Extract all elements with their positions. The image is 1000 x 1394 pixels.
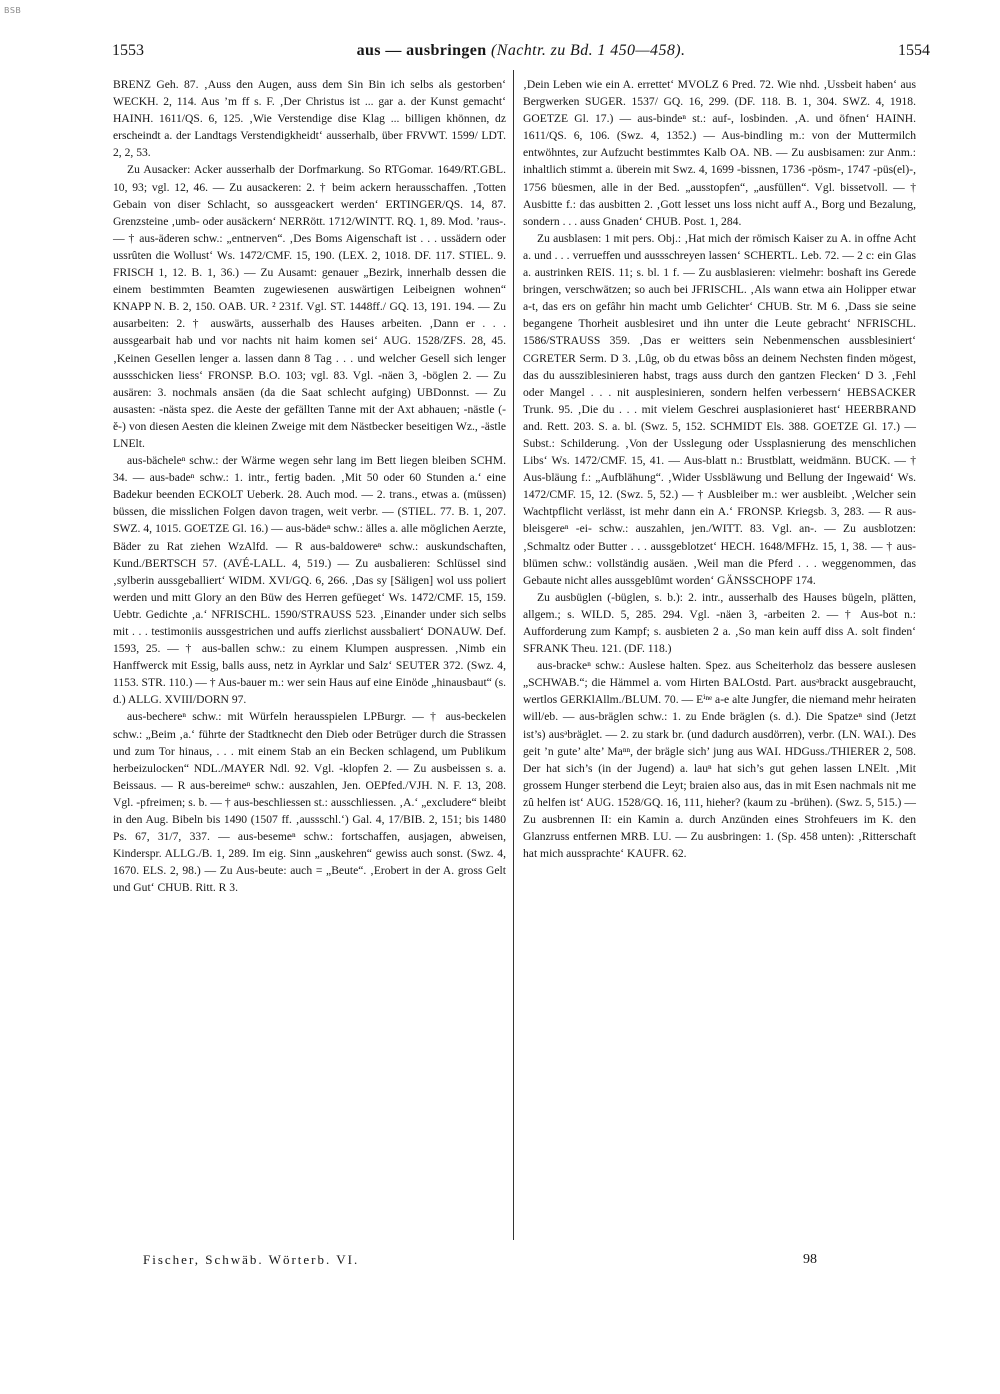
column-divider — [513, 70, 514, 1240]
footer-title: Fischer, Schwäb. Wörterb. VI. — [143, 1252, 360, 1267]
left-paragraph: BRENZ Geh. 87. ‚Auss den Augen, auss dem Sin Bin ich selbs als gestorben‘ WECKH. 2, 114. Aus ’m ff s. F. ‚Der Christus ist ... gar a. der Kunst gemacht‘ HAINH. 1611/QS. 6, 125. ‚Wie Verstendige dise Klag ... billigen khönnen, dz erscheindt a. der Landtags Verstendigkheidt‘ ausserhalb, über FRVWT. 1599/ LDT. 2, 2, 53. — [113, 78, 506, 160]
library-stamp: BSB — [4, 6, 22, 15]
right-paragraph: ‚Dein Leben wie ein A. errettet‘ MVOLZ 6 Pred. 72. Wie nhd. ‚Ussbeit haben‘ aus Bergwerken SUGER. 1537/ GQ. 16, 299. (DF. 118. B. 1, 304. SWZ. 4, 1918. GOETZE Gl. 17.) — aus-bindeⁿ st.: auf-, losbinden. ‚A. und öfnen‘ HAINH. 1611/QS. 6, 106. (Swz. 4, 1352.) — Aus-bindling m.: von der Muttermilch entwöhntes, zur Aufzucht bestimmtes Kalb OA. NB. — Zu ausbisamen: zur Anm.: inhaltlich stimmt a. überein mit Swz. 4, 1699 -bissnen, 1736 -pösm-, 1747 -püs(el)-, 1756 büesmen, alle in der Bed. „ausstopfen“, „ausfüllen“. Vgl. bissetvoll. — † Ausbitte f.: das ausbitten 2. ‚Gott lesset uns loss nicht auff A., Borg und Bezalung, sondern . . . auss Gnaden‘ CHUB. Post. 1, 284. — [523, 78, 916, 228]
running-head-keyword: aus — ausbringen — [356, 42, 487, 59]
right-paragraph: Zu ausbüglen (-büglen, s. b.): 2. intr., ausserhalb des Hauses bügeln, plätten, allgem.; s. WILD. 5, 285. 294. Vgl. -näen 3, -arbeiten 2. — † Aus-bot n.: Aufforderung zum Kampf; s. ausbieten 2 a. ‚So man kein auff diss A. solt finden‘ SFRANK Theu. 121. (DF. 118.) — [523, 590, 916, 656]
right-column — [523, 76, 916, 862]
running-head — [112, 40, 930, 62]
page-header — [112, 40, 930, 62]
footer-signature: 98 — [803, 1252, 817, 1267]
right-paragraph: aus-brackeⁿ schw.: Auslese halten. Spez. aus Scheiterholz das bessere auslesen „SCHWAB.“; die Hämmel a. vom Hirten BALOstd. Part. ausᵊbrackt ausgebraucht, wertlos GERKlAllm./BLUM. 70. — Eⁱⁿᵉ a-e alte Jungfer, die niemand mehr heiraten will/eb. — aus-bräglen schw.: 1. zu Ende bräglen (s. d.). Die Spatzeⁿ sind (Jetzt ist’s) ausᵊbräglet. — 2. zu stark br. (und dadurch ausdörren), verbr. (LN. WAI.). Des geit ’n gute’ alte’ Maⁿⁿ, der brägle sich’ jung aus WAI. HDGuss./THIERER 2, 508. Der hat sich’s (in der Jugend) a. lauⁿ hat sich’s gut gehen lassen LNElt. ‚Mit grossem Hunger sterbend die Leyt; braien also aus, das in mit Esen nachmals nit me zû helfen ist‘ AUG. 1528/GQ. 16, 111, hieher? (kaum zu -brühen). (Swz. 5, 515.) — Zu ausbrennen II: ein Kamin a. durch Anzünden eines Strohfeuers im K. den Glanzruss entfernen MRB. LU. — Zu ausbringen: 1. (Sp. 458 unten): ‚Ritterschaft hat mich aussprachte‘ KAUFR. 62. — [523, 659, 916, 861]
right-paragraph: Zu ausblasen: 1 mit pers. Obj.: ‚Hat mich der römisch Kaiser zu A. in offne Acht a. und . . . verrueffen und aussschreyen lassen‘ SCHERTL. Leb. 72. — 2 c: ein Glas a. austrinken REIS. 11; s. bl. 1 f. — Zu ausblasieren: vielmehr: boshaft ins Gerede bringen, verschwätzen; so auch bei JFRISCHL. ‚Als wann etwa ain Holipper etwar a-t, das ers on gefâhr hin macht umb Gelichter‘ CHUB. Str. M 6. ‚Dass sie seine begangene Thorheit ausblesiret und ihn unter die Leute gebracht‘ NFRISCHL. 1586/STRAUSS 359. ‚Das er weitters sein Nebenmenschen aussblesiniert‘ CGRETER Serm. D 3. ‚Lûg, ob du etwas bôss an deinem Nechsten finden mögest, das du aussziblesinieren habst, trags auss durch den gantzen Flecken‘ D 3. ‚Fehl oder Mangel . . . nit ausplesinieren, sondern helfen verbessern‘ HEBSACKER Trunk. 95. ‚Die du . . . mit vielem Geschrei ausplasionieret hast‘ HEERBRAND and. Rett. 203. S. a. bl. (Swz. 5, 152. SCHMIDT Els. 388. GOETZE Gl. 17.) — Subst.: Schilderung. ‚Von der Usslegung oder Ussplasnierung des menschlichen Libs‘ Ws. 1472/CMF. 15, 41. — Aus-blatt n.: Brustblatt, weidmänn. BUCK. — † Aus-bläung f.: „Aufblähung“. ‚Wider Ussbläwung und Bellung der Ingewaid‘ Ws. 1472/CMF. 15, 12. (Swz. 5, 52.) — † Ausbleiber m.: wer ausbleibt. ‚Welcher sein Wachtpflicht verlässt, ist mehr dann ein A.‘ FRONSP. Kriegsb. 3, 283. — R aus-bleisgereⁿ -ei- schw.: auszahlen, jen./WITT. 83. Vgl. an-. — Zu ausblotzen: ‚Schmaltz oder Butter . . . aussgeblotzet‘ HECH. 1648/MFHz. 15, 1, 38. — † aus-blümen schw.: vollständig ausäen. ‚Weil man die Pferd . . . weggenommen, das Gebaute nicht alles aussgeblûmt worden‘ GÄNSSCHOPF 174. — [523, 231, 916, 587]
left-paragraph: Zu Ausacker: Acker ausserhalb der Dorfmarkung. So RTGomar. 1649/RT.GBL. 10, 93; vgl. 12, 46. — Zu ausackeren: 2. † beim ackern herausschaffen. ‚Totten Gebain von diser Schlacht, so aussgeackert werden‘ ERTINGER/QS. 14, 87. Grenzsteine ‚umb- oder ausäckern‘ NERRött. 1712/WINTT. RQ. 1, 89. Mod. ’raus-. — † aus-äderen schw.: „entnerven“. ‚Des Boms Aigenschaft ist . . . ussädern oder ussrûten die Wollust‘ Ws. 1472/CMF. 15, 190. (LEX. 2, 1018. DF. 117. STIEL. 9. FRISCH 1, 12. B. 1, 36.) — Zu Ausamt: genauer „Bezirk, innerhalb dessen die einem bestimmten Beamten zugewiesenen auswärtigen Leibeignen wohnen“ KNAPP N. B. 2, 150. OAB. UR. ² 231f. Vgl. ST. 1448ff./ GQ. 13, 191. 194. — Zu ausarbeiten: 2. † auswärts, ausserhalb des Hauses arbeiten. ‚Dann er . . . aussgearbait hab und vor nachts nit haim komen sei‘ AUG. 1528/ZFS. 28, 45. ‚Keinen Gesellen lenger a. lassen dann 8 Tag . . . und welcher Gesell sich lenger aussschicken liess‘ FRONSP. B.O. 103; vgl. 83. Vgl. -näen 3, -böglen 2. — Zu ausären: 3. nochmals ansäen (da die Saat schlecht aufging) UBDonnst. — Zu ausasten: -nästa spez. die Aeste der gefällten Tanne mit der Axt abhauen; -nästle (-ĕ-) von diesen Aesten die kleinen Zweige mit dem Nästbecker beseitigen Wz., -ästle LNElt. — [113, 163, 506, 450]
left-paragraph: aus-bächeleⁿ schw.: der Wärme wegen sehr lang im Bett liegen bleiben SCHM. 34. — aus-badeⁿ schw.: 1. intr., fertig baden. ‚Mit 50 oder 60 Stunden a.‘ eine Badekur beenden ECKOLT Ueberk. 28. Auch mod. — 2. trans., etwas a. (müssen) büssen, die misslichen Folgen davon tragen, weit verbr. — (STIEL. 77. B. 1, 207. SWZ. 4, 1015. GOETZE Gl. 16.) — aus-bädeⁿ schw.: älles a. alle möglichen Aerzte, Bäder zu Rat ziehen WzAlfd. — R aus-baldowereⁿ schw.: auskundschaften, Kund./BERTSCH 57. (AVÉ-LALL. 4, 519.) — Zu ausbalieren: Schlüssel sind ‚sylberin aussgeballiert‘ WIDM. XVI/GQ. 6, 266. ‚Das sy [Säligen] wol uss poliert werden und mitt Glory an den Büw des Herren gefüeget‘ Ws. 1472/CMF. 15, 159. Uebtr. Gedichte ‚a.‘ NFRISCHL. 1590/STRAUSS 523. ‚Einander under sich selbs mit . . . testimoniis aussgestrichen und auffs zierlichst aussbaliert‘ DONAUW. Def. 1593, 25. — † aus-ballen schw.: zu einem Klumpen auspressen. ‚Nimb ein Hanffwerck mit Essig, balls auss, netz in Ayrklar und Salz‘ SEUTER 372. (Swz. 4, 1153. STR. 110.) — † Aus-bauer m.: wer sein Haus auf eine Einöde „hinausbaut“ (s. d.) ALLG. XVIII/DORN 97. — [113, 454, 506, 707]
right-column-number: 1554 — [898, 42, 930, 59]
left-column-number: 1553 — [112, 42, 144, 59]
left-column — [113, 76, 506, 897]
page-footer — [113, 1250, 931, 1270]
running-head-note: (Nachtr. zu Bd. 1 450—458). — [491, 42, 686, 59]
left-paragraph: aus-bechereⁿ schw.: mit Würfeln herausspielen LPBurgr. — † aus-beckelen schw.: „Beim ‚a.‘ führte der Stadtknecht den Dieb oder Betrüger durch die Strassen und zum Tor hinaus, . . . mit einem Stab an ein Becken schlagend, um Publikum herbeizulocken“ NDL./MAYER Ndl. 92. Vgl. -klopfen 2. — Zu ausbeissen s. a. Beissaus. — R aus-bereimeⁿ schw.: auszahlen, Jen. OEPfed./VJH. N. F. 13, 208. Vgl. -pfreimen; s. b. — † aus-beschliessen st.: ausschliessen. ‚A.‘ „excludere“ bleibt in den Aug. Bibeln bis 1490 (1507 ff. ‚aussschl.‘) Gal. 4, 17/BIB. 2, 151; bis 1480 Ps. 67, 31/7, 337. — aus-besemeⁿ schw.: fortschaffen, ausjagen, abweisen, Kinderspr. ALLG./B. 1, 289. Im eig. Sinn „auskehren“ gewiss auch sonst. (Swz. 4, 1670. ELS. 2, 98.) — Zu Aus-beute: auch = „Beute“. ‚Erobert in der A. gross Gelt und Gut‘ CHUB. Ritt. R 3. — [113, 710, 506, 895]
